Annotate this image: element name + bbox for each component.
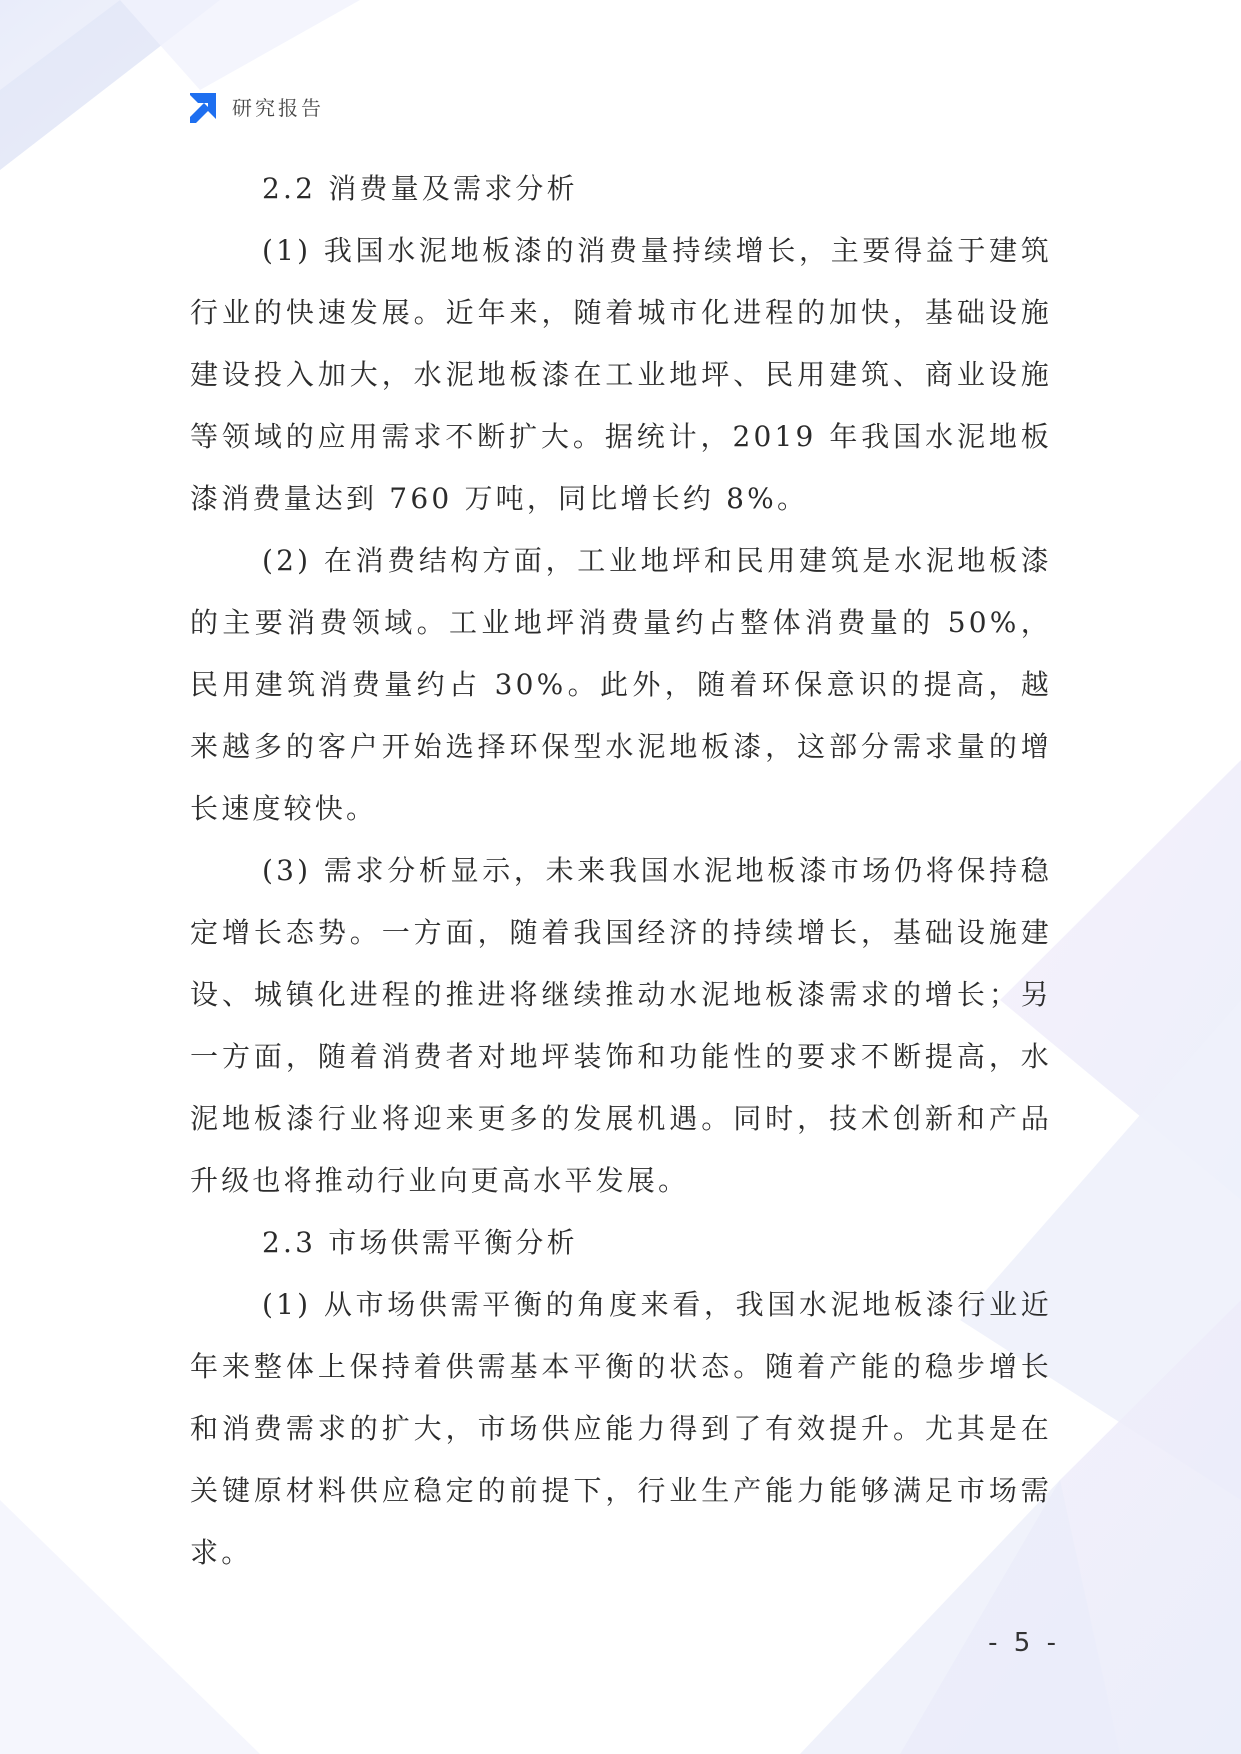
paragraph: (2) 在消费结构方面，工业地坪和民用建筑是水泥地板漆的主要消费领域。工业地坪消费量约占整体消费量的 50%，民用建筑消费量约占 30%。此外，随着环保意识的提高，越来越多的客户开始选择环保型水泥地板漆，这部分需求量的增长速度较快。 xyxy=(190,544,1052,825)
section-heading: 2.3 市场供需平衡分析 xyxy=(262,1226,578,1259)
paragraph: (1) 从市场供需平衡的角度来看，我国水泥地板漆行业近年来整体上保持着供需基本平衡的状态。随着产能的稳步增长和消费需求的扩大，市场供应能力得到了有效提升。尤其是在关键原材料供应稳定的前提下，行业生产能力能够满足市场需求。 xyxy=(190,1288,1052,1569)
report-header xyxy=(186,88,324,124)
header-title: 研究报告 xyxy=(232,95,324,120)
arrow-up-right-icon xyxy=(186,89,220,123)
paragraph: (3) 需求分析显示，未来我国水泥地板漆市场仍将保持稳定增长态势。一方面，随着我国经济的持续增长，基础设施建设、城镇化进程的推进将继续推动水泥地板漆需求的增长；另一方面，随着消费者对地坪装饰和功能性的要求不断提高，水泥地板漆行业将迎来更多的发展机遇。同时，技术创新和产品升级也将推动行业向更高水平发展。 xyxy=(190,854,1052,1197)
paragraph: (1) 我国水泥地板漆的消费量持续增长，主要得益于建筑行业的快速发展。近年来，随着城市化进程的加快，基础设施建设投入加大，水泥地板漆在工业地坪、民用建筑、商业设施等领域的应用需求不断扩大。据统计，2019 年我国水泥地板漆消费量达到 760 万吨，同比增长约 8%。 xyxy=(190,234,1052,515)
section-heading: 2.2 消费量及需求分析 xyxy=(262,172,578,205)
report-body xyxy=(190,158,1052,1584)
page-number: - 5 - xyxy=(988,1628,1060,1658)
